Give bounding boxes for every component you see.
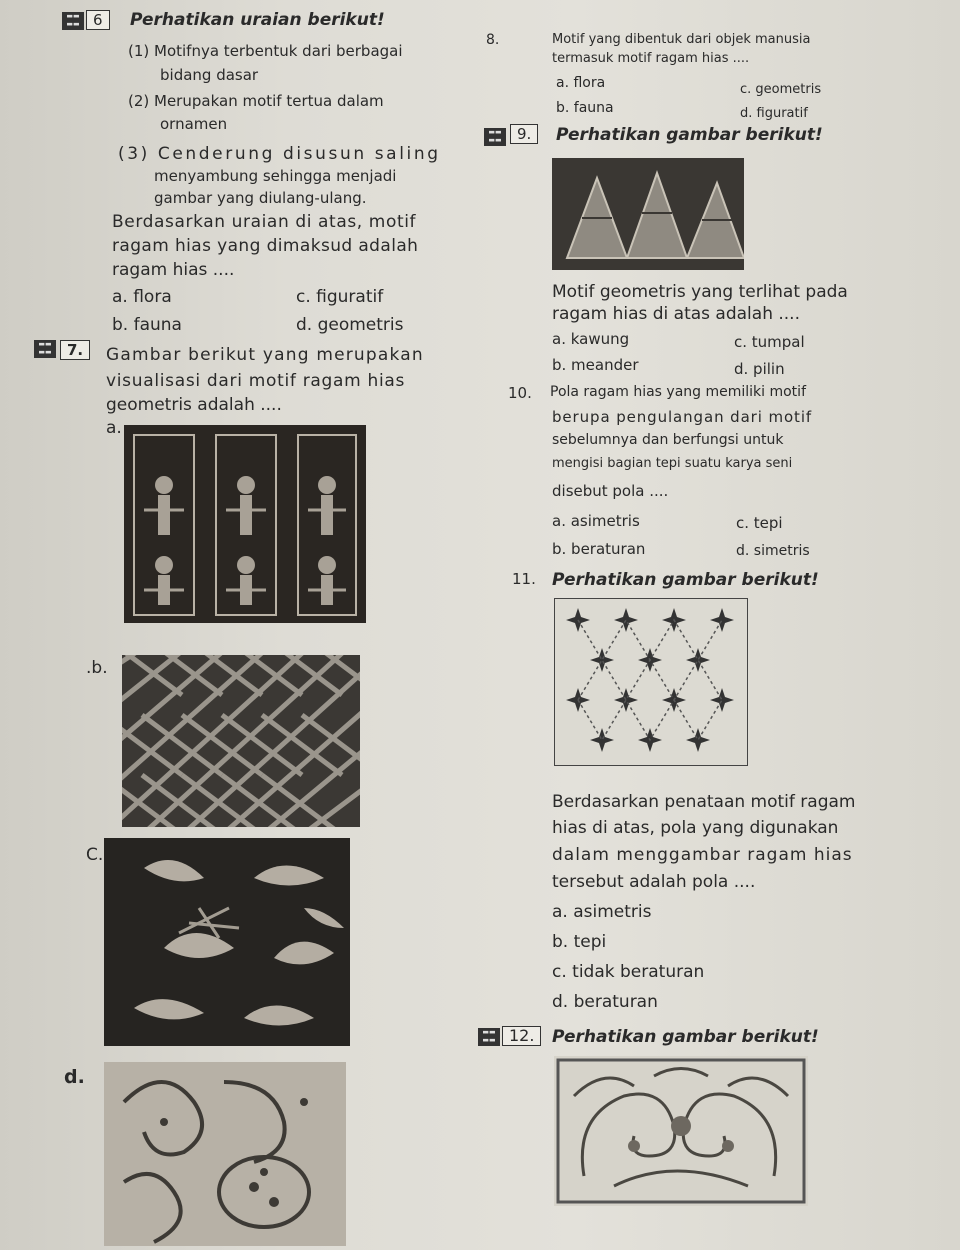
question-7-number: 7. [60,340,90,360]
q10-option-a[interactable]: a. asimetris [552,512,640,530]
q7-option-a-label: a. [106,418,122,438]
q6-stem: ragam hias yang dimaksud adalah [112,236,419,256]
q7-option-d-label: d. [64,1066,85,1088]
q6-stem: Berdasarkan uraian di atas, motif [112,212,417,232]
hots-badge-icon: ▬▬ ▬▬ [484,128,506,146]
q9-option-b[interactable]: b. meander [552,356,639,374]
question-12-number: 12. [502,1026,541,1046]
q7-stem: Gambar berikut yang merupakan [106,345,424,365]
q6-item: (1) Motifnya terbentuk dari berbagai [128,42,403,60]
q7-option-c-label: C. [86,845,104,865]
q11-stem: tersebut adalah pola .... [552,872,756,892]
q10-stem: disebut pola .... [552,482,669,500]
q6-stem: ragam hias .... [112,260,235,280]
q11-option-d[interactable]: d. beraturan [552,992,658,1012]
q7-stem: visualisasi dari motif ragam hias [106,371,406,391]
q12-image[interactable] [554,1056,808,1206]
q6-item: (3) Cenderung disusun saling [118,144,441,164]
q9-option-c[interactable]: c. tumpal [734,333,805,351]
q10-stem: Pola ragam hias yang memiliki motif [550,384,806,400]
q10-stem: sebelumnya dan berfungsi untuk [552,432,784,448]
question-11-number: 11. [512,570,536,588]
q11-stem: dalam menggambar ragam hias [552,845,853,865]
q6-item: gambar yang diulang-ulang. [154,189,367,207]
hots-badge-icon: ▬▬ ▬▬ [478,1028,500,1046]
question-11-title: Perhatikan gambar berikut! [552,570,819,590]
q9-option-a[interactable]: a. kawung [552,330,630,348]
q8-stem: termasuk motif ragam hias .... [552,51,750,66]
q7-option-d-image[interactable] [104,1062,346,1246]
question-6-number: 6 [86,10,110,30]
q6-item: bidang dasar [160,66,259,84]
q6-item: menyambung sehingga menjadi [154,167,397,185]
q7-option-a-image[interactable] [124,425,366,623]
q6-item: (2) Merupakan motif tertua dalam [128,92,384,110]
q6-option-b[interactable]: b. fauna [112,315,182,335]
question-10-number: 10. [508,384,532,402]
q11-stem: hias di atas, pola yang digunakan [552,818,839,838]
q7-option-c-image[interactable] [104,838,350,1046]
q11-option-c[interactable]: c. tidak beraturan [552,962,705,982]
q8-option-b[interactable]: b. fauna [556,100,614,116]
q9-image[interactable] [552,158,744,270]
q10-option-d[interactable]: d. simetris [736,543,810,559]
q11-option-a[interactable]: a. asimetris [552,902,652,922]
q7-option-b-label: .b. [86,658,108,678]
q10-stem: mengisi bagian tepi suatu karya seni [552,456,793,471]
q8-option-c[interactable]: c. geometris [740,82,822,97]
q10-option-b[interactable]: b. beraturan [552,540,646,558]
hots-badge-icon: ▬▬ ▬▬ [34,340,56,358]
q6-option-d[interactable]: d. geometris [296,315,404,335]
q9-option-d[interactable]: d. pilin [734,360,785,378]
q6-item: ornamen [160,115,228,133]
q9-stem: Motif geometris yang terlihat pada [552,282,848,302]
question-9-title: Perhatikan gambar berikut! [556,125,823,145]
q9-stem: ragam hias di atas adalah .... [552,304,800,324]
q6-option-c[interactable]: c. figuratif [296,287,384,307]
q11-image[interactable] [554,598,748,766]
q11-stem: Berdasarkan penataan motif ragam [552,792,856,812]
question-8-number: 8. [486,32,500,48]
q7-option-b-image[interactable] [122,655,360,827]
q6-option-a[interactable]: a. flora [112,287,172,307]
question-6-title: Perhatikan uraian berikut! [130,10,385,30]
hots-badge-icon: ▬▬ ▬▬ [62,12,84,30]
q11-option-b[interactable]: b. tepi [552,932,607,952]
question-12-title: Perhatikan gambar berikut! [552,1027,819,1047]
q8-option-d[interactable]: d. figuratif [740,106,808,121]
q8-stem: Motif yang dibentuk dari objek manusia [552,32,811,47]
q10-option-c[interactable]: c. tepi [736,514,783,532]
q7-stem: geometris adalah .... [106,395,282,415]
q8-option-a[interactable]: a. flora [556,75,606,91]
question-9-number: 9. [510,124,538,144]
q10-stem: berupa pengulangan dari motif [552,408,813,426]
